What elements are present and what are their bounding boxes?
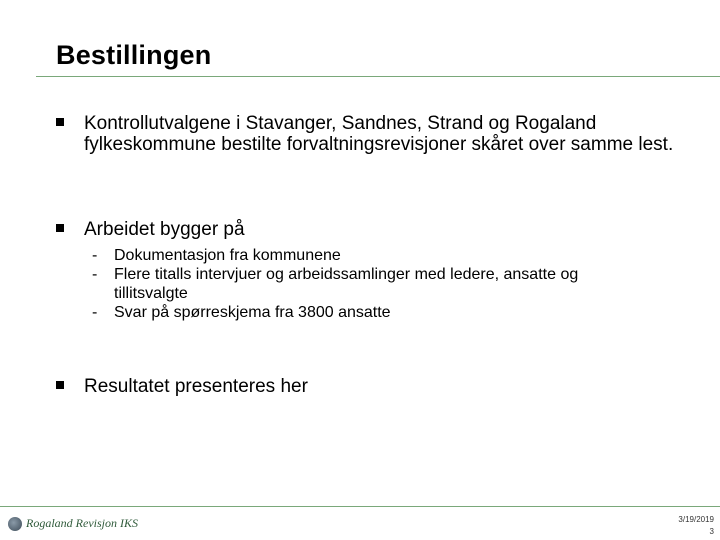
- bullet-text: Resultatet presenteres her: [84, 376, 308, 397]
- sub-bullet-text: Dokumentasjon fra kommunene: [114, 247, 341, 264]
- bullet-item-1: [56, 113, 676, 155]
- logo-globe-icon: [8, 517, 22, 531]
- footer-logo: [8, 516, 138, 531]
- bullet-item-2: [56, 219, 676, 240]
- bullet-text: Kontrollutvalgene i Stavanger, Sandnes, Strand og Rogaland fylkeskommune bestilte forvaltningsrevisjoner skåret over samme lest.: [84, 113, 674, 155]
- footer-divider: [0, 506, 720, 507]
- title-divider: [36, 76, 720, 77]
- dash-marker: -: [92, 247, 98, 264]
- bullet-text: Arbeidet bygger på: [84, 219, 245, 240]
- dash-marker: -: [92, 266, 98, 283]
- sub-bullet-item-1: [92, 246, 652, 265]
- dash-marker: -: [92, 304, 98, 321]
- logo-text: Rogaland Revisjon IKS: [26, 516, 138, 530]
- sub-bullet-text: Flere titalls intervjuer og arbeidssamlinger med ledere, ansatte og tillitsvalgte: [114, 266, 579, 302]
- sub-bullet-text: Svar på spørreskjema fra 3800 ansatte: [114, 304, 391, 321]
- square-bullet-icon: [56, 224, 64, 232]
- footer-date: 3/19/2019: [678, 515, 714, 524]
- sub-bullet-item-3: [92, 303, 652, 322]
- page-number: 3: [709, 527, 714, 536]
- sub-bullet-list: [92, 246, 652, 322]
- square-bullet-icon: [56, 118, 64, 126]
- bullet-item-3: [56, 376, 676, 397]
- slide-title: Bestillingen: [56, 40, 212, 70]
- sub-bullet-item-2: [92, 265, 652, 303]
- square-bullet-icon: [56, 381, 64, 389]
